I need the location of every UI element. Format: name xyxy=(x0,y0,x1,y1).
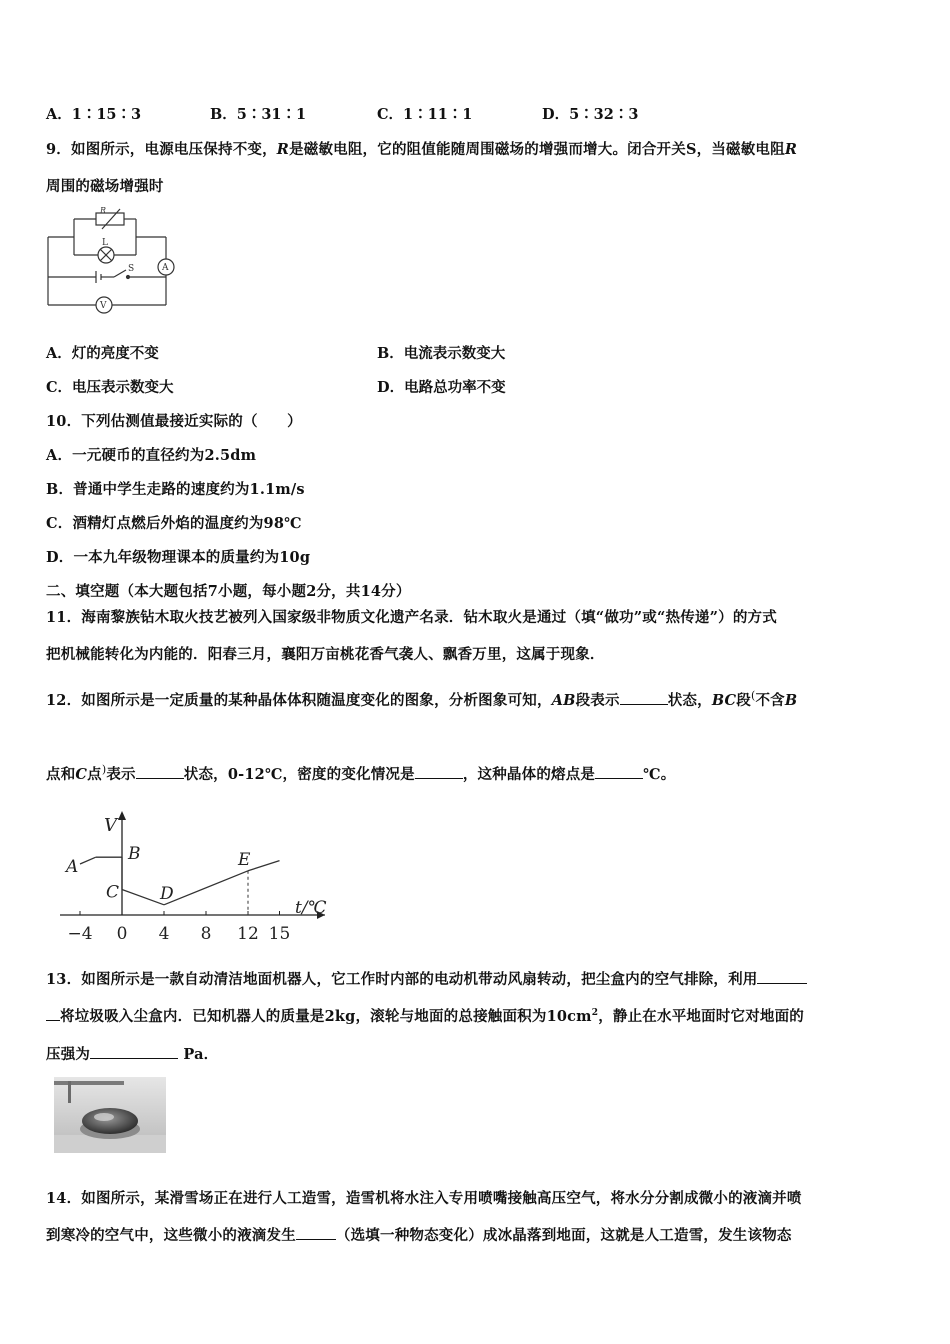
q10-option-c: C．酒精灯点燃后外焰的温度约为98℃ xyxy=(46,515,302,532)
x-tick-label: 4 xyxy=(158,924,170,944)
circuit-label-r: R xyxy=(100,206,107,215)
circuit-label-switch: S xyxy=(128,264,135,274)
q11-line1: 11．海南黎族钻木取火技艺被列入国家级非物质文化遗产名录．钻木取火是通过（填“做功”或“热传递”）的方式 xyxy=(46,609,777,626)
point-label-b: B xyxy=(128,844,141,865)
q12-blank-2[interactable] xyxy=(136,764,184,779)
q9-stem-line2: 周围的磁场增强时 xyxy=(46,178,164,195)
q11-line2: 把机械能转化为内能的．阳春三月，襄阳万亩桃花香气袭人、飘香万里，这属于现象． xyxy=(46,646,605,663)
x-axis-label: t/℃ xyxy=(295,898,327,918)
x-tick-label: 12 xyxy=(237,924,259,944)
point-label-c: C xyxy=(106,882,120,903)
section-2-heading: 二、填空题（本大题包括7小题，每小题2分，共14分） xyxy=(46,583,411,600)
point-label-d: D xyxy=(160,883,174,904)
q8-option-b: B．5∶31∶1 xyxy=(210,106,307,123)
q9-option-b: B．电流表示数变大 xyxy=(377,345,506,362)
q13-blank-1b[interactable] xyxy=(46,1006,60,1021)
q12-line2: 点和C点)表示 状态，0-12℃，密度的变化情况是 ，这种晶体的熔点是 ℃。 xyxy=(46,763,676,783)
q14-blank-1[interactable] xyxy=(296,1225,336,1240)
curve-segment-de xyxy=(164,871,248,905)
q8-option-d: D．5∶32∶3 xyxy=(542,106,639,123)
circuit-label-voltmeter: V xyxy=(100,301,107,311)
x-tick-label: 8 xyxy=(200,924,212,944)
x-tick-label: 0 xyxy=(116,924,128,944)
q10-option-b: B．普通中学生走路的速度约为1.1m/s xyxy=(46,481,305,498)
q9-circuit-diagram xyxy=(44,205,184,315)
q14-line1: 14．如图所示，某滑雪场正在进行人工造雪，造雪机将水注入专用喷嘴接触高压空气，将水分分割成微小的液滴并喷 xyxy=(46,1190,802,1207)
q10-option-a: A．一元硬币的直径约为2.5dm xyxy=(46,447,257,464)
point-label-e: E xyxy=(238,849,251,870)
x-tick-label: −4 xyxy=(67,924,93,944)
q13-line1: 13．如图所示是一款自动清洁地面机器人，它工作时内部的电动机带动风扇转动，把尘盒内的空气排除，利用 xyxy=(46,968,807,989)
q13-line3: 压强为 Pa． xyxy=(46,1046,219,1063)
q12-blank-3[interactable] xyxy=(415,764,463,779)
curve-segment xyxy=(80,857,96,864)
q8-option-a: A．1∶15∶3 xyxy=(46,106,142,123)
q9-option-c: C．电压表示数变大 xyxy=(46,379,174,396)
q12-volume-temperature-chart xyxy=(40,805,340,950)
curve-segment-cd xyxy=(122,890,164,905)
q12-line1: 12．如图所示是一定质量的某种晶体体积随温度变化的图象，分析图象可知，AB段表示 状态，BC段(不含B xyxy=(46,689,798,709)
q10-option-d: D．一本九年级物理课本的质量约为10g xyxy=(46,549,311,566)
y-axis-label: V xyxy=(104,815,117,836)
q9-stem-line1: 9．如图所示，电源电压保持不变，R是磁敏电阻，它的阻值能随周围磁场的增强而增大。闭合开关S，当磁敏电阻R xyxy=(46,141,798,158)
q12-blank-1[interactable] xyxy=(620,690,668,705)
q9-option-a: A．灯的亮度不变 xyxy=(46,345,159,362)
q13-blank-1a[interactable] xyxy=(757,969,807,984)
q13-line2: 将垃圾吸入尘盒内．已知机器人的质量是2kg，滚轮与地面的总接触面积为$10cm^2$，静止在水平地面时它对地面的 xyxy=(46,1005,804,1026)
circuit-label-ammeter: A xyxy=(162,263,169,273)
point-label-a: A xyxy=(66,857,79,877)
q8-option-c: C．1∶11∶1 xyxy=(377,106,473,123)
q13-blank-2[interactable] xyxy=(90,1044,178,1059)
q9-option-d: D．电路总功率不变 xyxy=(377,379,506,396)
q10-stem: 10．下列估测值最接近实际的（ ） xyxy=(46,413,302,430)
x-tick-label: 15 xyxy=(268,924,291,944)
q14-line2: 到寒冷的空气中，这些微小的液滴发生 （选填一种物态变化）成冰晶落到地面，这就是人工造雪，发生该物态 xyxy=(46,1227,792,1244)
q13-robot-vacuum-image xyxy=(54,1077,166,1153)
curve-segment xyxy=(248,861,280,871)
y-axis-arrow xyxy=(118,811,126,820)
circuit-label-lamp: L xyxy=(102,238,108,248)
q12-blank-4[interactable] xyxy=(595,764,643,779)
